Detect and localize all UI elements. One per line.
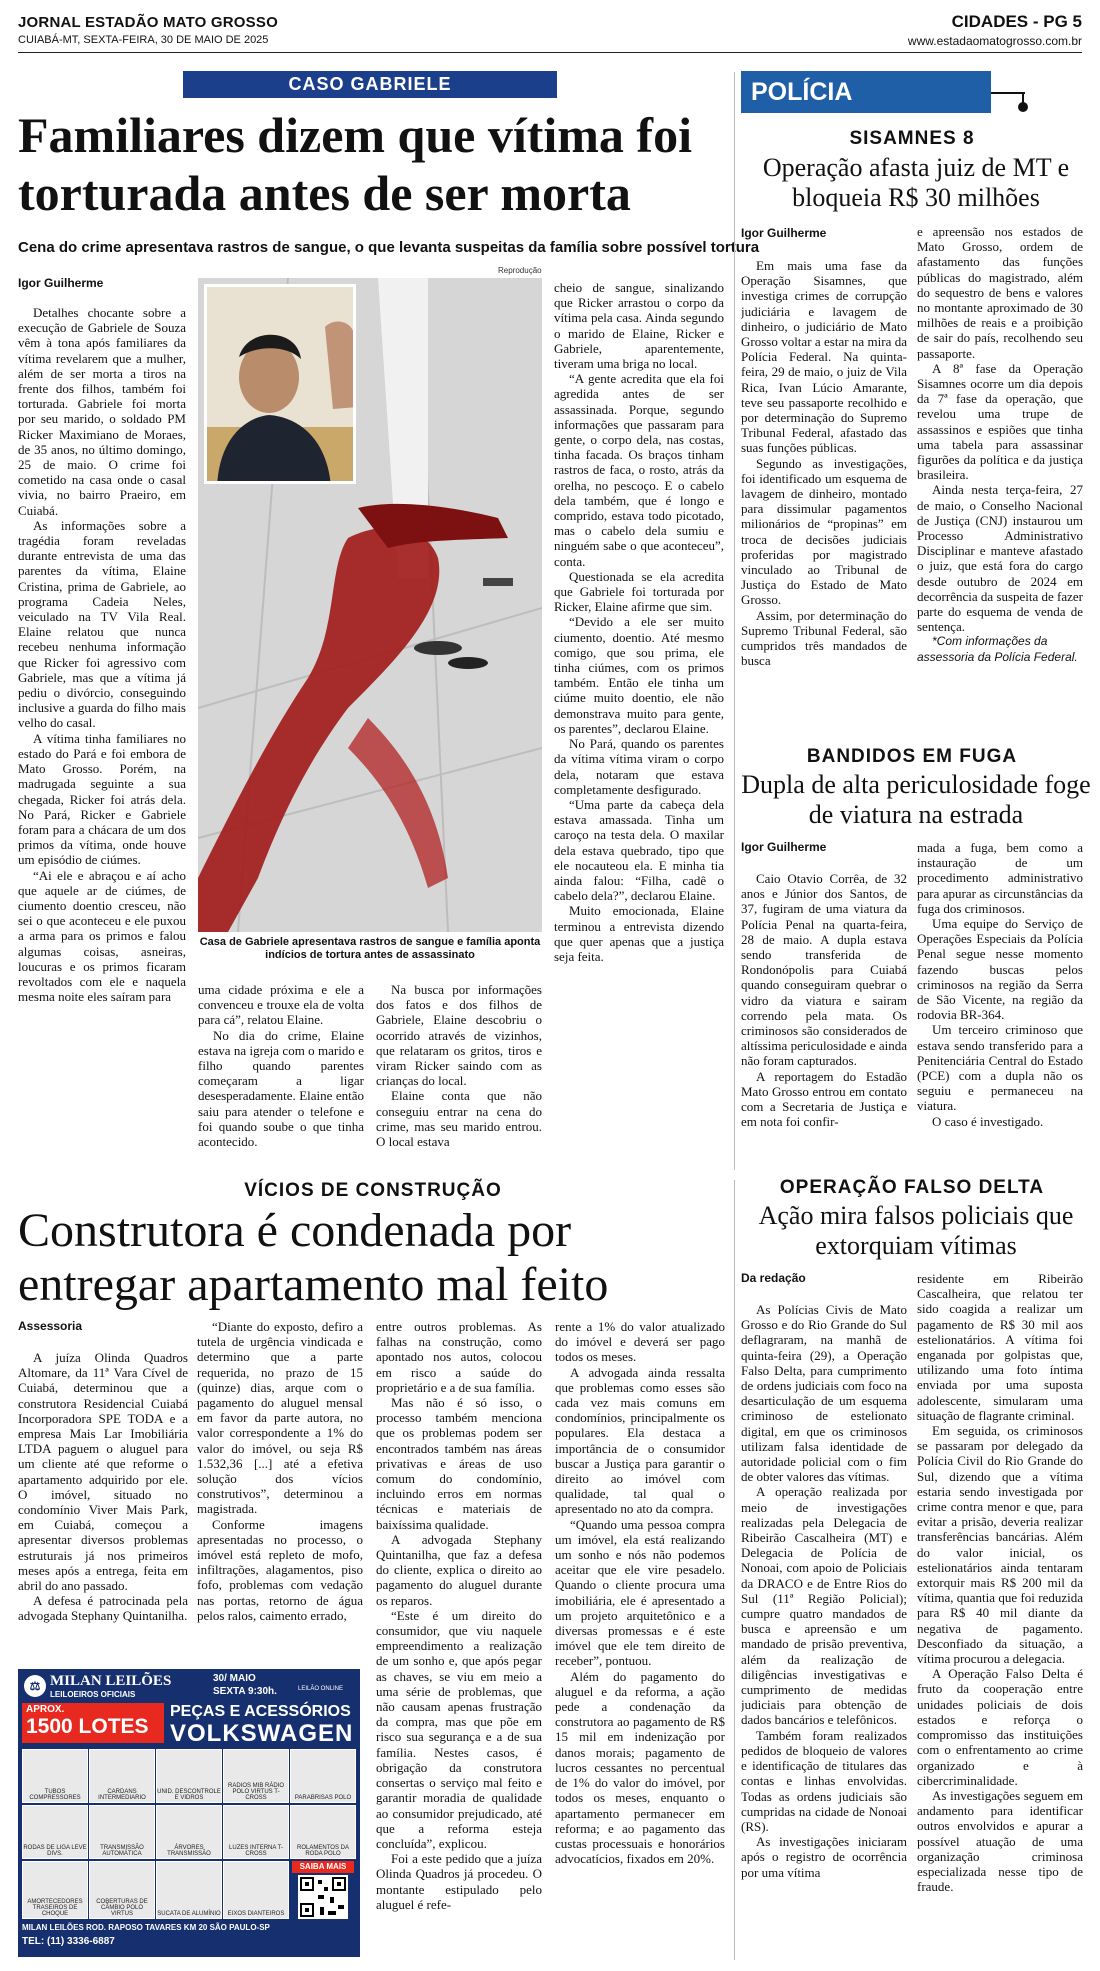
ad-brand: MILAN LEILÕES bbox=[50, 1673, 172, 1689]
lower-kicker: VÍCIOS DE CONSTRUÇÃO bbox=[244, 1180, 502, 1201]
auction-logo-icon: ⚖ bbox=[24, 1675, 46, 1697]
paragraph: rente a 1% do valor atualizado do imóvel e deverá ser pago todos os meses. bbox=[555, 1319, 725, 1365]
paragraph: Foi a este pedido que a juíza Olinda Quadros já procedeu. O montante estipulado pelo aluguel é refe- bbox=[376, 1851, 542, 1912]
paragraph: A advogada ainda ressalta que problemas como esses são cada vez mais comuns em condomínios, principalmente os populares. Ela destaca a importância de o consumidor buscar a Justiça para garantir o direito ao imóvel com qualidade, tal qual o apresentado no ato da compra. bbox=[555, 1364, 725, 1517]
section-page: CIDADES - PG 5 bbox=[951, 12, 1082, 31]
ad-lots-box bbox=[22, 1703, 164, 1743]
main-column-4 bbox=[554, 280, 724, 1167]
paragraph: Ainda nesta terça-feira, 27 de maio, o Conselho Nacional de Justiça (CNJ) instaurou um Processo Administrativo Disciplinar e manteve afastado o juiz, que está fora do cargo desde outubro de 2024 em decorrência da suspeita de fazer parte do esquema de venda de sentença. bbox=[917, 482, 1083, 635]
band-rule bbox=[991, 92, 1025, 94]
paragraph: residente em Ribeirão Cascalheira, que relatou ter sido coagida a realizar um pagamento de R$ 30 mil aos estelionatários. A vítima foi enganada por golpistas que, utilizando uma foto íntima enviada por uma suposta adolescente, simularam uma situação de flagrante criminal. bbox=[917, 1271, 1083, 1423]
paragraph: “Quando uma pessoa compra um imóvel, ela está realizando um sonho e nós não podemos aceitar que ele vire pesadelo. Quando o cliente procura uma imobiliária, ele é apresentado a um projeto arquitetônico e a diversas promessas e é este imóvel que ele tem direito de receber”, pontuou. bbox=[555, 1516, 725, 1669]
ad-address: MILAN LEILÕES ROD. RAPOSO TAVARES KM 20 SÃO PAULO-SP bbox=[22, 1923, 270, 1932]
paragraph: Uma equipe do Serviço de Operações Especiais da Polícia Penal segue nesse momento fazendo buscas pelos criminosos na região da Serra de São Vicente, na região da rodovia BR-364. bbox=[917, 916, 1083, 1023]
lower-column-2 bbox=[197, 1319, 363, 1662]
paragraph: A vítima tinha familiares no estado do Pará e foi embora de Mato Grosso. Porém, na madrugada seguinte a sua chegada, Ricker foi atrás dela. No Pará, Ricker e Gabriele foram para a chácara de um dos primos da vítima, onde houve um episódio de ciúmes. bbox=[18, 730, 186, 868]
delta-kicker: OPERAÇÃO FALSO DELTA bbox=[779, 1177, 1045, 1198]
qr-code-icon[interactable] bbox=[298, 1875, 348, 1919]
ad-saiba-mais[interactable]: SAIBA MAIS bbox=[292, 1861, 354, 1873]
paragraph: e apreensão nos estados de Mato Grosso, ordem de afastamento das funções públicas do magistrado, além do sequestro de bens e valores no montante aproximado de 30 milhões de reais e a proibição de sair do país, recolhendo seu passaporte. bbox=[917, 224, 1083, 361]
crime-scene-photo bbox=[198, 278, 542, 932]
delta-column-1 bbox=[741, 1302, 907, 1960]
paragraph: “Diante do exposto, defiro a tutela de urgência vindicada e determino que a parte requerida, no prazo de 15 (quinze) dias, arque com o pagamento do aluguel mensal em favor da parte autora, no valor correspondente a 1% do valor do imóvel, ou seja R$ 1.532,36 [...] até a efetiva solução dos vícios construtivos”, determinou a magistrada. bbox=[197, 1319, 363, 1517]
ad-lot-item: LUZES INTERNA T-CROSS bbox=[223, 1805, 289, 1859]
band-dot bbox=[1018, 102, 1028, 112]
paragraph: “A gente acredita que ela foi agredida antes de ser assassinada. Porque, segundo informações que passaram para gente, o corpo dela, nas costas, tinha facada. Os braços tinham rastros de faca, o rosto, atrás da orelha, no pescoço. E o cabelo dela também, que é longo e comprido, estava todo picotado, mas o cabelo dela sumiu e ninguém sabe o que aconteceu”, conta. bbox=[554, 371, 724, 569]
paragraph: uma cidade próxima e ele a convenceu e trouxe ela de volta para cá”, relatou Elaine. bbox=[198, 982, 364, 1028]
paragraph: Mas não é só isso, o processo também menciona que os problemas podem ser encontrados também nas áreas privativas e áreas de uso comum do condomínio, incluindo erros em normas técnicas e materiais de baixíssima qualidade. bbox=[376, 1395, 542, 1532]
sisamnes-column-2 bbox=[917, 224, 1083, 740]
main-kicker: CASO GABRIELE bbox=[183, 71, 557, 98]
paragraph: A operação realizada por meio de investigações realizadas pela Delegacia de Ribeirão Cascalheira (MT) e Delegacia de Polícia de Nonoai, com apoio de Policiais da DRACO e de Entre Rios do Sul (11ª Região Policial); cumpre quatro mandados de busca e apreensão e um mandado de prisão preventiva, além da realização de diligências investigativas e cumprimento de medidas judiciais para obtenção de dados bancários e telefônicos. bbox=[741, 1484, 907, 1728]
ad-lot-item: AMORTECEDORES TRASEIROS DE CHOQUE bbox=[22, 1861, 88, 1919]
lower-column-4 bbox=[555, 1319, 725, 1959]
fuga-headline: Dupla de alta periculosidade foge de viatura na estrada bbox=[741, 770, 1091, 829]
paragraph: A Operação Falso Delta é fruto da cooperação entre unidades policiais de dois estados e reforça o compromisso das instituições com o enfrentamento ao crime organizado e à cibercriminalidade. bbox=[917, 1666, 1083, 1788]
ad-lot-item: EIXOS DIANTEIROS bbox=[223, 1861, 289, 1919]
paragraph: cheio de sangue, sinalizando que Ricker arrastou o corpo da vítima pela casa. Ainda segundo o marido de Elaine, Ricker e Gabriele, aparentemente, tiveram uma briga no local. bbox=[554, 280, 724, 372]
paragraph: A advogada Stephany Quintanilha, que faz a defesa do cliente, explica o direito ao pagamento do aluguel durante os reparos. bbox=[376, 1531, 542, 1608]
victim-portrait bbox=[204, 284, 356, 484]
ad-lot-item: CARDANS INTERMEDIARIO bbox=[89, 1749, 155, 1803]
source-note: *Com informações da assessoria da Polícia Federal. bbox=[917, 634, 1078, 664]
ad-date: 30/ MAIO bbox=[213, 1673, 256, 1684]
sisamnes-kicker: SISAMNES 8 bbox=[849, 128, 975, 149]
newspaper-name: JORNAL ESTADÃO MATO GROSSO bbox=[18, 14, 278, 31]
main-column-2 bbox=[198, 982, 364, 1167]
main-deck: Cena do crime apresentava rastros de sangue, o que levanta suspeitas da família sobre possível tortura bbox=[18, 239, 760, 256]
paragraph: “Devido a ele ser muito ciumento, doentio. Até mesmo comigo, que sou prima, ele tinha ciúmes, com os primos também. Então ele tinha um ciúme muito doentio, ele não demonstrava muito para gente, os parentes”, declarou Elaine. bbox=[554, 614, 724, 736]
ad-lot-item: SUCATA DE ALUMÍNIO bbox=[156, 1861, 222, 1919]
paragraph: A juíza Olinda Quadros Altomare, da 11ª Vara Cível de Cuiabá, determinou que a construtora Residencial Cuiabá Incorporadora SPE TODA e a empresa Mais Lar Imobiliária LTDA paguem o aluguel para um cliente até que reforme o apartamento adquirido por ele. O imóvel, situado no condomínio Viver Mais Park, em Cuiabá, começou a apresentar diversos problemas estruturais já nos primeiros meses após a entrega, feita em abril do ano passado. bbox=[18, 1350, 188, 1594]
ad-approx: APROX. bbox=[26, 1704, 65, 1715]
paragraph: Conforme imagens apresentadas no processo, o imóvel está repleto de mofo, infiltrações, alagamentos, piso fofo, problemas com vedação nas portas, retorno de água pelos ralos, caimento errado, bbox=[197, 1516, 363, 1623]
ad-lot-item: UNID. DESCONTROLE E VIDROS bbox=[156, 1749, 222, 1803]
photo-caption: Casa de Gabriele apresentava rastros de sangue e família aponta indícios de tortura antes de assassinato bbox=[199, 936, 541, 961]
paragraph: No Pará, quando os parentes da vítima vítima viram o corpo dela, notaram que estava completamente desfigurado. bbox=[554, 736, 724, 797]
ad-lot-item: RADIOS MIB RÁDIO POLO VIRTUS T-CROSS bbox=[223, 1749, 289, 1803]
delta-byline: Da redação bbox=[741, 1271, 806, 1285]
column-divider bbox=[734, 1180, 735, 1960]
ad-lot-item: COBERTURAS DE CÂMBIO POLO VIRTUS bbox=[89, 1861, 155, 1919]
paragraph: Assim, por determinação do Supremo Tribunal Federal, são cumpridos três mandados de busca bbox=[741, 607, 907, 669]
paragraph: O caso é investigado. bbox=[932, 1113, 1044, 1129]
ad-lots: 1500 LOTES bbox=[26, 1715, 149, 1738]
paragraph: Um terceiro criminoso que estava sendo transferido para a Penitenciária Central do Estado (PCE) com a dupla não os seguiu e permaneceu na viatura. bbox=[917, 1022, 1083, 1114]
paragraph: Elaine conta que não conseguiu entrar na cena do crime, mas seu marido entrou. O local estava bbox=[376, 1088, 542, 1150]
fuga-kicker: BANDIDOS EM FUGA bbox=[806, 746, 1018, 767]
paragraph: entre outros problemas. As falhas na construção, como apontado nos autos, colocou em risco a saúde do proprietário e a de sua família. bbox=[376, 1319, 542, 1395]
paragraph: As informações sobre a tragédia foram reveladas durante entrevista de uma das parentes da vítima, Elaine Cristina, prima de Gabriele, ao programa Cadeia Neles, veiculado na TV Vila Real. Elaine relatou que nunca recebeu nenhuma informação que Ricker foi agressivo com Gabriele, mas que a vítima já pediu o divórcio, conseguindo inclusive a guarda do filho mais velho do casal. bbox=[18, 517, 186, 731]
auction-advertisement[interactable] bbox=[18, 1669, 360, 1957]
fuga-column-2 bbox=[917, 840, 1083, 1166]
paragraph: Em mais uma fase da Operação Sisamnes, que investiga crimes de corrupção judiciária e lavagem de dinheiro, o judiciário de Mato Grosso voltar a estar na mira da Polícia Federal. Na quinta-feira, 29 de maio, o juiz de Vila Rica, Ivan Lúcio Amarante, teve seu passaporte recolhido e por determinação do Supremo Tribunal Federal, afastado das suas funções públicas. bbox=[741, 258, 907, 456]
paragraph: As Polícias Civis de Mato Grosso e do Rio Grande do Sul deflagraram, na manhã de quinta-feira (29), a Operação Falso Delta, para cumprimento de ordens judiciais com foco na desarticulação de um esquema criminoso de estelionato digital, em que os criminosos utilizam falsa identidade de autoridade policial com o fim de obter valores das vítimas. bbox=[741, 1302, 907, 1485]
ad-lot-item: ROLAMENTOS DA RODA POLO bbox=[290, 1805, 356, 1859]
paragraph: mada a fuga, bem como a instauração de um procedimento administrativo para apurar as circunstâncias da fuga dos criminosos. bbox=[917, 840, 1083, 916]
ad-lot-item: TRANSMISSÃO AUTOMÁTICA bbox=[89, 1805, 155, 1859]
lower-headline: Construtora é condenada por entregar apartamento mal feito bbox=[18, 1204, 609, 1311]
header-rule bbox=[18, 52, 1082, 53]
ad-lot-item: PARABRISAS POLO bbox=[290, 1749, 356, 1803]
sisamnes-headline: Operação afasta juiz de MT e bloqueia R$ 30 milhões bbox=[762, 153, 1070, 212]
paragraph: Caio Otavio Corrêa, de 32 anos e Júnior dos Santos, de 37, fugiram de uma viatura da Polícia Penal na quarta-feira, 28 de maio. A dupla estava sendo transferida de Rondonópolis para Cuiabá quando conseguiram quebrar o vidro da viatura e sairam correndo pela mata. Os criminosos são considerados de altíssima periculosidade e ainda não foram capturados. bbox=[741, 871, 907, 1069]
ad-lot-item: TUBOS COMPRESSORES bbox=[22, 1749, 88, 1803]
fuga-byline: Igor Guilherme bbox=[741, 840, 827, 854]
paragraph: A 8ª fase da Operação Sisamnes ocorre um dia depois da 7ª fase da operação, que revelou uma trupe de assassinos e espiões que tinha uma tabela para assassinar figurões da política e da justiça brasileira. bbox=[917, 360, 1083, 483]
paragraph: Segundo as investigações, foi identificado um esquema de lavagem de dinheiro, montado para dissimular pagamentos milionários de “propinas” em troca de decisões judiciais proferidas por magistrado vinculado ao Tribunal de Justiça do Estado de Mato Grosso. bbox=[741, 455, 907, 608]
dateline: CUIABÁ-MT, SEXTA-FEIRA, 30 DE MAIO DE 2025 bbox=[18, 34, 269, 46]
ad-brand-sub: LEILOEIROS OFICIAIS bbox=[50, 1690, 136, 1699]
ad-line1: PEÇAS E ACESSÓRIOS bbox=[170, 1703, 351, 1720]
paragraph: Muito emocionada, Elaine terminou a entrevista dizendo que quer apenas que a justiça seja feita. bbox=[554, 903, 724, 964]
paragraph: A reportagem do Estadão Mato Grosso entrou em contato com a Secretaria de Justiça e em nota foi confir- bbox=[741, 1068, 907, 1130]
paragraph: “Uma parte da cabeça dela estava amassada. Tinha um caroço na testa dela. O maxilar dela estava quebrado, tipo que ele nocauteou ela. E minha tia ainda falou: “Filha, cadê o cabelo dela?”, declarou Elaine. bbox=[554, 796, 724, 904]
ad-time: SEXTA 9:30h. bbox=[213, 1686, 277, 1697]
paragraph: Detalhes chocante sobre a execução de Gabriele de Souza vêm à tona após familiares da vítima revelarem que a mulher, além de ser morta a tiros na frente dos filhos, também foi torturada. Gabriele foi morta por seu marido, o soldado PM Ricker Maximiano de Moraes, de 35 anos, no último domingo, 25 de maio. O crime foi cometido na casa onde o casal vivia, no bairro Praeiro, em Cuiabá. bbox=[18, 305, 186, 518]
lower-byline: Assessoria bbox=[18, 1319, 83, 1333]
person-portrait-image bbox=[207, 287, 356, 484]
paragraph: A defesa é patrocinada pela advogada Stephany Quintanilha. bbox=[18, 1593, 188, 1624]
ad-lot-item: RODAS DE LIGA LEVE DIVS. bbox=[22, 1805, 88, 1859]
paragraph: Também foram realizados pedidos de bloqueio de valores e identificação de titulares das contas e linhas envolvidas. Todas as ordens judiciais são cumpridas na cidade de Nonoai (RS). bbox=[741, 1727, 907, 1834]
ad-lot-item: ÁRVORES TRANSMISSÃO bbox=[156, 1805, 222, 1859]
fuga-column-1 bbox=[741, 871, 907, 1166]
sisamnes-byline: Igor Guilherme bbox=[741, 226, 827, 240]
paragraph: As investigações seguem em andamento para identificar outros envolvidos e apurar a possível atuação de uma organização criminosa especializada nesse tipo de fraude. bbox=[917, 1787, 1083, 1895]
main-headline: Familiares dizem que vítima foi torturada antes de ser morta bbox=[18, 107, 692, 221]
paragraph: Na busca por informações dos fatos e dos filhos de Gabriele, Elaine descobriu o ocorrido através de vizinhos, que relataram os gritos, tiros e viram Ricker saindo com as crianças do local. bbox=[376, 982, 542, 1089]
main-column-1 bbox=[18, 305, 186, 1167]
paragraph: “Ai ele e abraçou e aí acho que aquele ar de ciúmes, de ciumento doentio cresceu, não sei o que aconteceu e ele puxou a arma para os primos e falou algumas coisas, asneiras, loucuras e os primos ficaram revoltados com ele e naquela mesma noite eles saíram para bbox=[18, 867, 186, 1005]
column-divider bbox=[734, 72, 735, 1170]
paragraph: As investigações iniciaram após o registro de ocorrência por uma vítima bbox=[741, 1834, 907, 1880]
paragraph: Em seguida, os criminosos se passaram por delegado da Polícia Civil do Rio Grande do Sul, dizendo que a vítima estaria sendo investigada por crime contra menor e que, para evitar a prisão, deveria realizar transferências bancárias. Além do valor inicial, os estelionatários ainda tentaram extorquir mais R$ 200 mil da vítima, quantia que foi reduzida para R$ 40 mil diante da negativa de pagamento. Desconfiado da situação, a vítima procurou a delegacia. bbox=[917, 1423, 1083, 1667]
paragraph: No dia do crime, Elaine estava na igreja com o marido e filho quando parentes começaram a ligar desesperadamente. Elaine então saiu para atender o telefone e foi quando soube o que tinha acontecido. bbox=[198, 1027, 364, 1150]
main-byline: Igor Guilherme bbox=[18, 276, 104, 290]
paragraph: “Este é um direito do consumidor, que viu naquele empreendimento a realização de um sonho e, que após pegar as chaves, se viu em meio a uma série de problemas, que não causam apenas frustração da compra, mas que põe em risco sua segurança e a de sua família. Nestes casos, é obrigação da construtora consertas o serviço mal feito e garantir moradia de qualidade ao consumidor prejudicado, até que a reforma esteja concluída”, explicou. bbox=[376, 1607, 542, 1851]
lower-column-1 bbox=[18, 1350, 188, 1662]
ad-phone[interactable]: TEL: (11) 3336-6887 bbox=[22, 1936, 115, 1947]
website-link[interactable]: www.estadaomatogrosso.com.br bbox=[907, 34, 1082, 48]
main-column-3 bbox=[376, 982, 542, 1167]
sisamnes-column-1 bbox=[741, 258, 907, 740]
ad-line2: VOLKSWAGEN bbox=[170, 1720, 354, 1747]
paragraph: Questionada se ela acredita que Gabriele foi torturada por Ricker, Elaine afirme que sim. bbox=[554, 568, 724, 615]
photo-credit: Reprodução bbox=[498, 266, 542, 275]
police-section-band: POLÍCIA bbox=[741, 71, 991, 113]
delta-headline: Ação mira falsos policiais que extorquiam vítimas bbox=[758, 1201, 1074, 1260]
paragraph: Além do pagamento do aluguel e da reforma, a ação pede a condenação da construtora ao pagamento de R$ 15 mil em indenização por danos morais; pagamento de lucros cessantes no percentual de 1% do valor do imóvel, por todos os meses, enquanto o apartamento permanecer em reforma; e ao pagamento das custas processuais e honorários advocatícios, fixados em 20%. bbox=[555, 1668, 725, 1867]
ad-online: LEILÃO ONLINE bbox=[298, 1686, 344, 1692]
delta-column-2 bbox=[917, 1271, 1083, 1960]
lower-column-3 bbox=[376, 1319, 542, 1959]
